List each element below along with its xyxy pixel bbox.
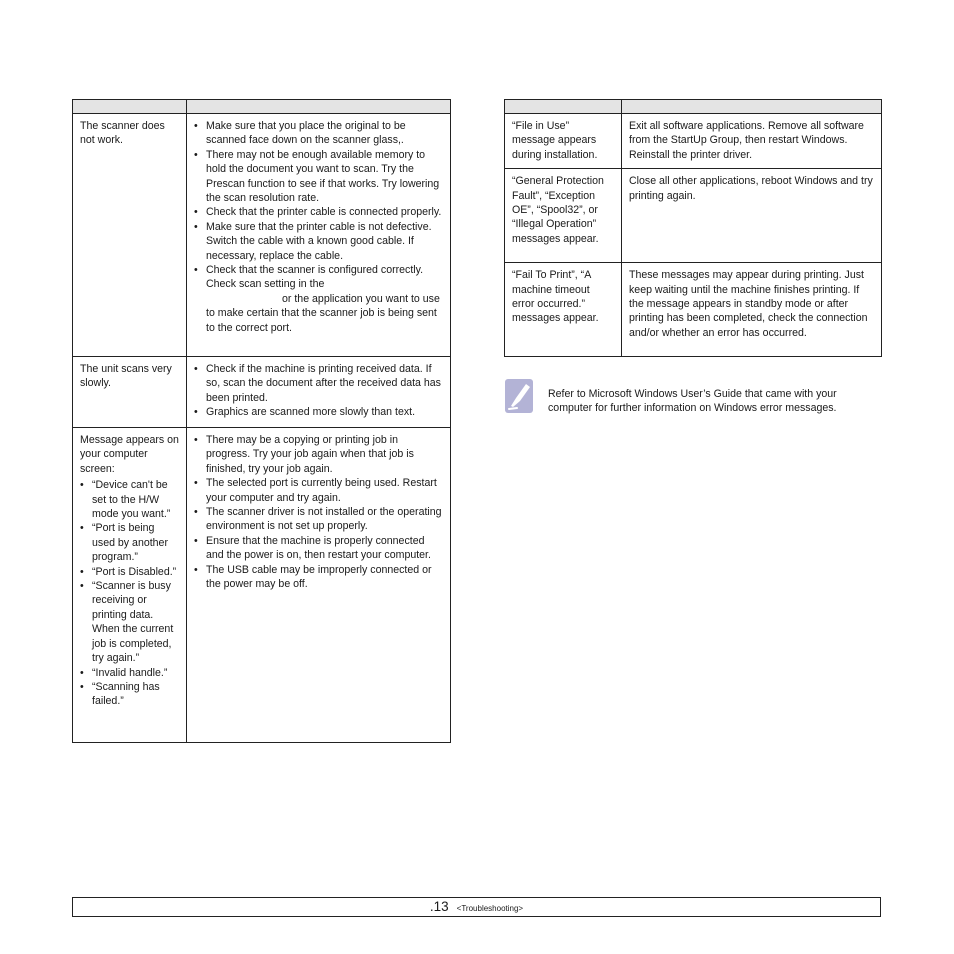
condition-cell xyxy=(73,428,187,743)
solution-text-part: Check that the scanner is configured correctly. Check scan setting in the xyxy=(206,264,424,291)
table-row xyxy=(73,114,451,357)
table-row xyxy=(73,357,451,428)
solution-item: • Graphics are scanned more slowly than text. xyxy=(194,405,444,419)
condition-text: Message appears on your computer screen: xyxy=(80,434,179,475)
note-pen-icon xyxy=(504,378,534,414)
condition-cell: “File in Use” message appears during installation. xyxy=(505,114,622,169)
solution-text-part: or the application you want to use to make certain that the scanner job is being sent to the correct port. xyxy=(206,292,440,334)
condition-header-cell xyxy=(73,100,187,114)
solution-item: • Check that the printer cable is connected properly. xyxy=(194,205,444,219)
solution-cell: Exit all software applications. Remove all software from the StartUp Group, then restart Windows. Reinstall the printer driver. xyxy=(622,114,882,169)
table-row xyxy=(505,263,882,357)
solution-header-cell xyxy=(187,100,451,114)
solution-header-cell xyxy=(622,100,882,114)
solution-cell xyxy=(187,428,451,743)
condition-cell: The unit scans very slowly. xyxy=(73,357,187,428)
page-number: .13 xyxy=(429,899,449,914)
error-message-item: • “Scanning has failed.” xyxy=(80,680,180,709)
condition-cell: The scanner does not work. xyxy=(73,114,187,357)
error-message-item: • “Port is Disabled.” xyxy=(80,565,180,579)
table-row xyxy=(505,169,882,263)
solution-cell xyxy=(187,357,451,428)
table-row xyxy=(73,428,451,743)
solution-item: • The USB cable may be improperly connected or the power may be off. xyxy=(194,563,444,592)
solution-cell xyxy=(187,114,451,357)
note-text: Refer to Microsoft Windows User’s Guide that came with your computer for further information on Windows error messages. xyxy=(548,388,837,415)
windows-problems-table xyxy=(504,99,882,357)
table-row xyxy=(505,114,882,169)
solution-item: • Ensure that the machine is properly connected and the power is on, then restart your computer. xyxy=(194,534,444,563)
solution-item: • There may not be enough available memory to hold the document you want to scan. Try the Prescan function to see if that works. Try lowering the scan resolution rate. xyxy=(194,148,444,206)
chapter-name: <Troubleshooting> xyxy=(456,904,524,913)
solution-item: • There may be a copying or printing job in progress. Try your job again when that job is finished, try your job again. xyxy=(194,433,444,476)
condition-header-cell xyxy=(505,100,622,114)
solution-cell: Close all other applications, reboot Windows and try printing again. xyxy=(622,169,882,263)
solution-item: • The scanner driver is not installed or the operating environment is not set up properly. xyxy=(194,505,444,534)
error-message-item: • “Port is being used by another program.” xyxy=(80,521,180,564)
solution-item: • Check if the machine is printing received data. If so, scan the document after the received data has been printed. xyxy=(194,362,444,405)
error-message-item: • “Device can't be set to the H/W mode you want.” xyxy=(80,478,180,521)
scanning-problems-table xyxy=(72,99,451,743)
table-header-row xyxy=(73,100,451,114)
error-message-item: • “Invalid handle.” xyxy=(80,666,180,680)
error-message-item: • “Scanner is busy receiving or printing data. When the current job is completed, try again.” xyxy=(80,579,180,665)
page-footer xyxy=(72,897,881,917)
solution-item xyxy=(194,263,444,335)
solution-item: • Make sure that the printer cable is not defective. Switch the cable with a known good cable. If necessary, replace the cable. xyxy=(194,220,444,263)
solution-item: • The selected port is currently being used. Restart your computer and try again. xyxy=(194,476,444,505)
solution-cell: These messages may appear during printing. Just keep waiting until the machine finishes printing. If the message appears in standby mode or after printing has been completed, check the connection and/or whether an error has occurred. xyxy=(622,263,882,357)
condition-cell: “Fail To Print”, “A machine timeout error occurred.” messages appear. xyxy=(505,263,622,357)
table-header-row xyxy=(505,100,882,114)
solution-item: • Make sure that you place the original to be scanned face down on the scanner glass,. xyxy=(194,119,444,148)
condition-cell: “General Protection Fault”, “Exception OE”, “Spool32”, or “Illegal Operation” messages appear. xyxy=(505,169,622,263)
